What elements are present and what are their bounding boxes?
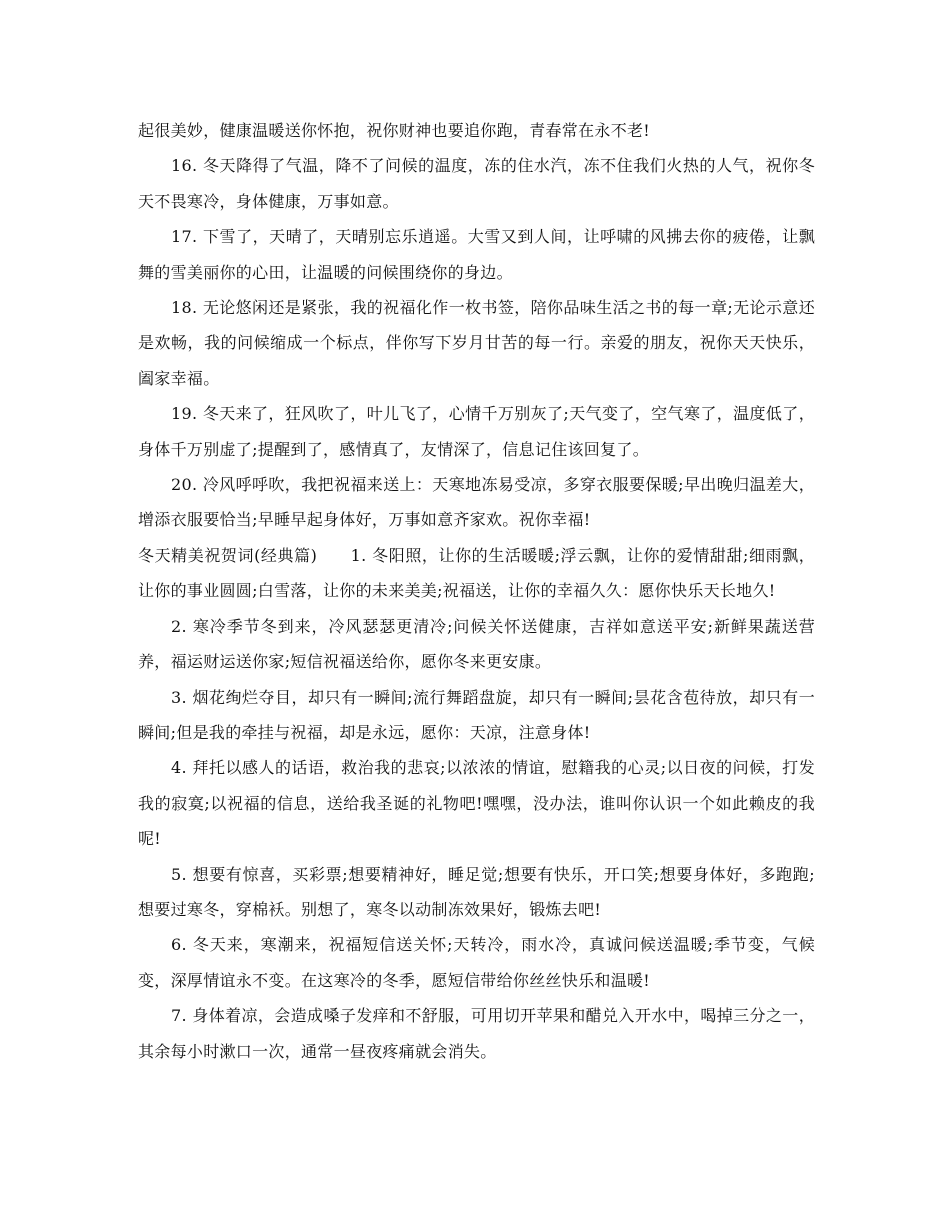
paragraph-item-7: 7. 身体着凉，会造成嗓子发痒和不舒服，可用切开苹果和醋兑入开水中，喝掉三分之一，其余每小时漱口一次，通常一昼夜疼痛就会消失。 (138, 1006, 815, 1061)
paragraph-item-3: 3. 烟花绚烂夺目，却只有一瞬间;流行舞蹈盘旋，却只有一瞬间;昙花含苞待放，却只有一瞬间;但是我的牵挂与祝福，却是永远，愿你：天凉，注意身体! (138, 687, 815, 742)
section-heading-paragraph: 冬天精美祝贺词(经典篇) 1. 冬阳照，让你的生活暖暖;浮云飘，让你的爱情甜甜;细雨飘，让你的事业圆圆;白雪落，让你的未来美美;祝福送，让你的幸福久久：愿你快乐天长地久! (138, 545, 815, 601)
paragraph-item-17: 17. 下雪了，天晴了，天晴别忘乐逍遥。大雪又到人间，让呼啸的风拂去你的疲倦，让飘舞的雪美丽你的心田，让温暖的问候围绕你的身边。 (138, 227, 815, 282)
paragraph-item-16: 16. 冬天降得了气温，降不了问候的温度，冻的住水汽，冻不住我们火热的人气，祝你冬天不畏寒冷，身体健康，万事如意。 (138, 156, 815, 211)
paragraph-item-20: 20. 冷风呼呼吹，我把祝福来送上：天寒地冻易受凉，多穿衣服要保暖;早出晚归温差大，增添衣服要恰当;早睡早起身体好，万事如意齐家欢。祝你幸福! (138, 475, 815, 530)
paragraph-item-4: 4. 拜托以感人的话语，救治我的悲哀;以浓浓的情谊，慰籍我的心灵;以日夜的问候，打发我的寂寞;以祝福的信息，送给我圣诞的礼物吧!嘿嘿，没办法，谁叫你认识一个如此赖皮的我呢! (138, 758, 815, 849)
paragraph-item-19: 19. 冬天来了，狂风吹了，叶儿飞了，心情千万别灰了;天气变了，空气寒了，温度低了，身体千万别虚了;提醒到了，感情真了，友情深了，信息记住该回复了。 (138, 404, 815, 459)
document-body (138, 113, 815, 1069)
paragraph-item-2: 2. 寒冷季节冬到来，冷风瑟瑟更清冷;问候关怀送健康，吉祥如意送平安;新鲜果蔬送营养，福运财运送你家;短信祝福送给你，愿你冬来更安康。 (138, 616, 815, 672)
paragraph-continuation: 起很美妙，健康温暖送你怀抱，祝你财神也要追你跑，青春常在永不老! (138, 121, 651, 140)
paragraph-item-6: 6. 冬天来，寒潮来，祝福短信送关怀;天转冷，雨水冷，真诚问候送温暖;季节变，气候变，深厚情谊永不变。在这寒冷的冬季，愿短信带给你丝丝快乐和温暖! (138, 935, 815, 990)
paragraph-item-5: 5. 想要有惊喜，买彩票;想要精神好，睡足觉;想要有快乐，开口笑;想要身体好，多跑跑;想要过寒冬，穿棉袄。别想了，寒冬以动制冻效果好，锻炼去吧! (138, 864, 815, 919)
paragraph-item-18: 18. 无论悠闲还是紧张，我的祝福化作一枚书签，陪你品味生活之书的每一章;无论示意还是欢畅，我的问候缩成一个标点，伴你写下岁月甘苦的每一行。亲爱的朋友，祝你天天快乐，阖家幸福。 (138, 298, 815, 388)
